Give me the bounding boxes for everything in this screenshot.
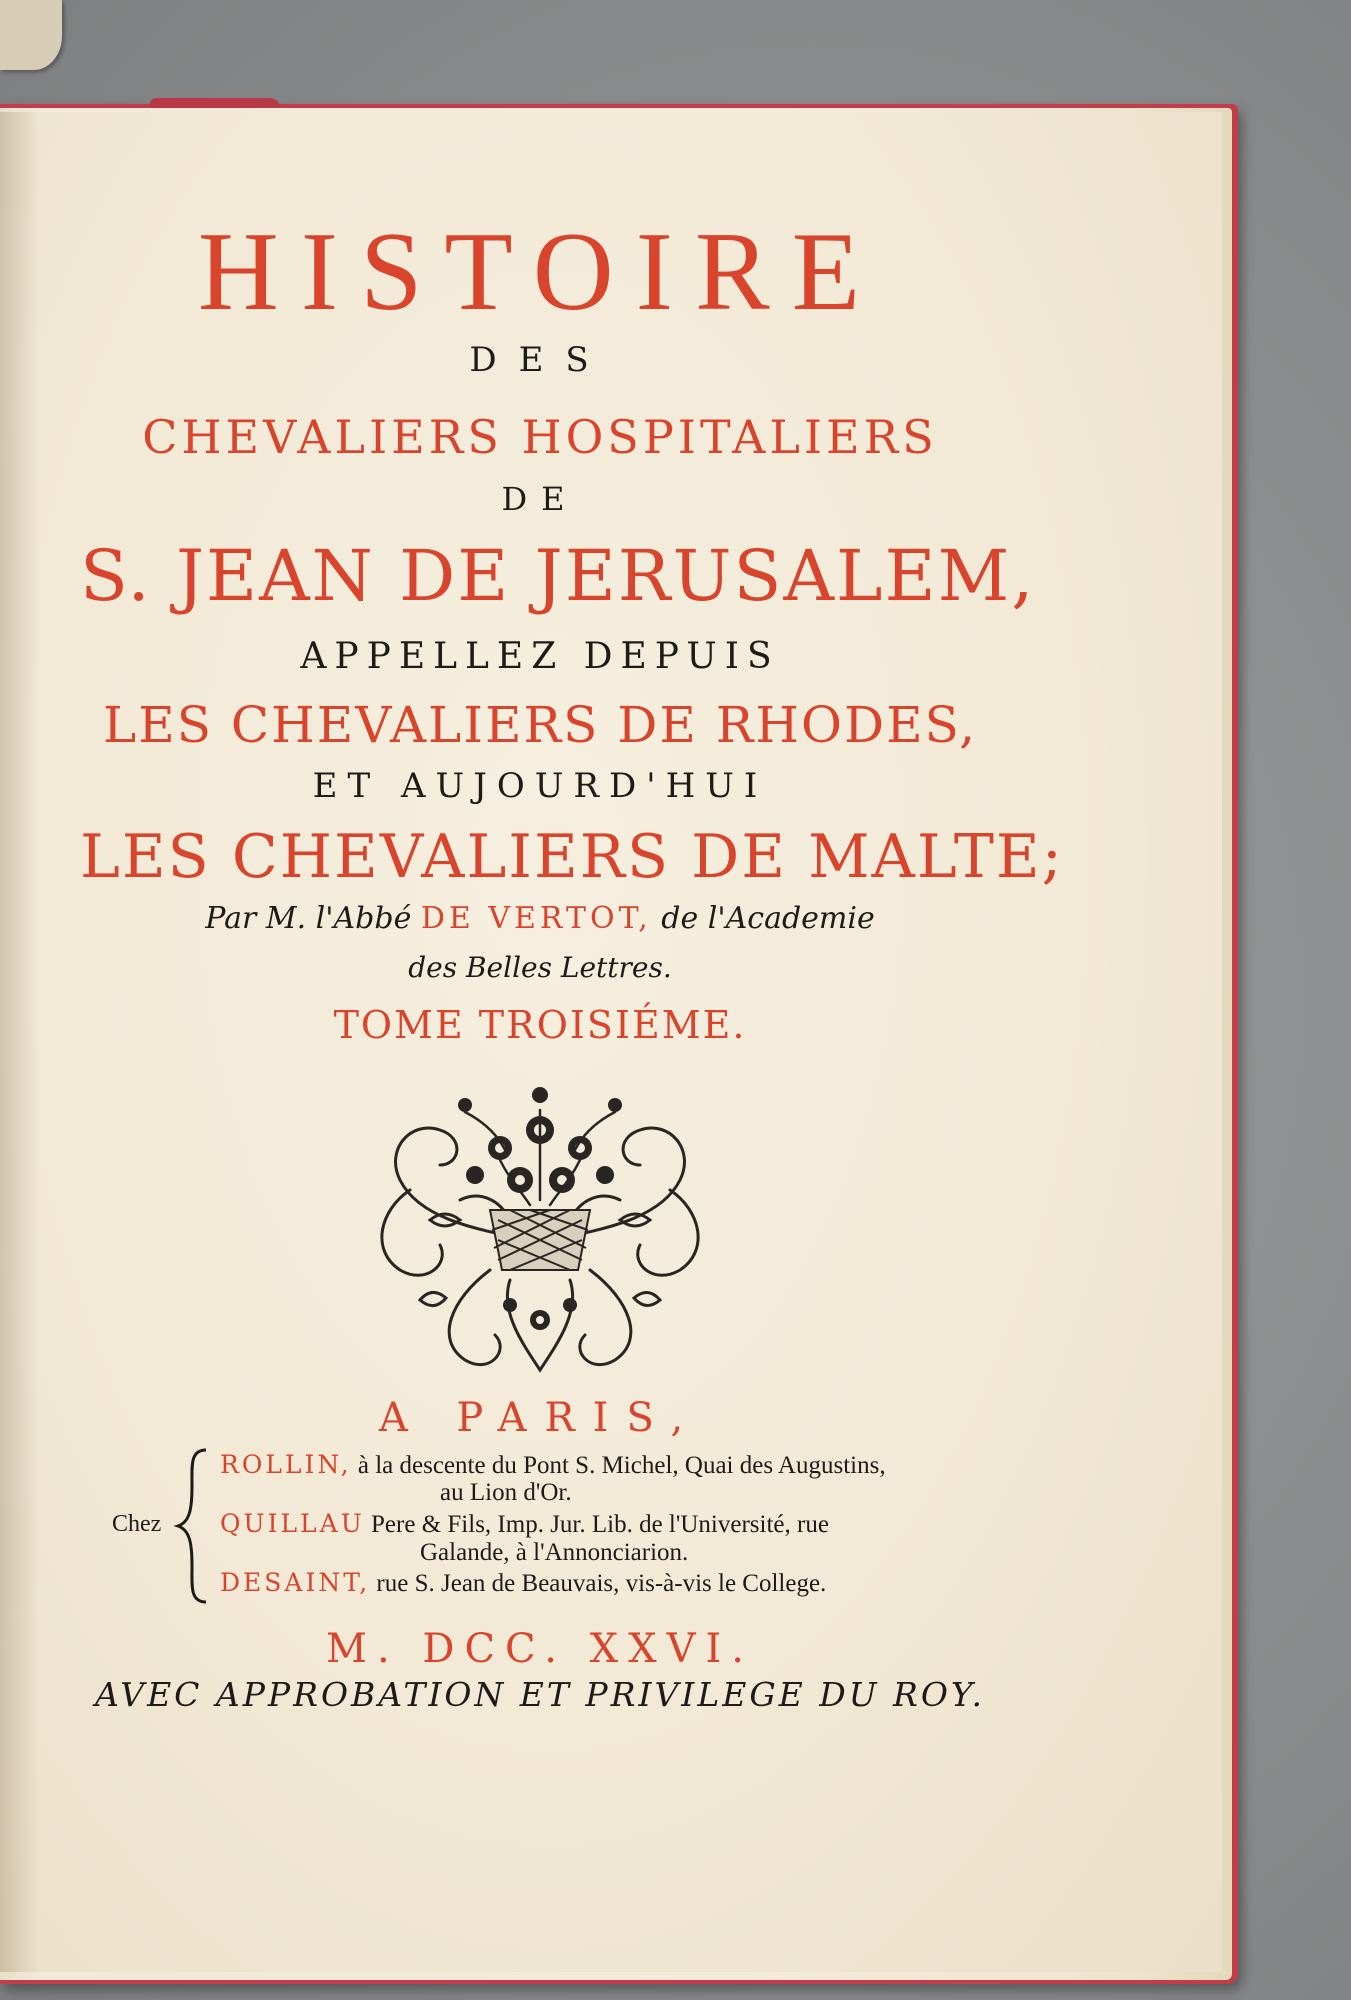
title-aujourdhui: ET AUJOURD'HUI <box>312 766 768 806</box>
publishers-chez: Chez <box>112 1511 162 1537</box>
title-appellez: APPELLEZ DEPUIS <box>300 636 780 677</box>
author-line <box>80 900 1000 938</box>
title-line-chevaliers: CHEVALIERS HOSPITALIERS <box>142 410 938 464</box>
floral-basket-vignette-icon <box>340 1070 740 1382</box>
imprint-place: A PARIS, <box>378 1395 702 1441</box>
author-suffix: de l'Academie <box>661 901 875 936</box>
author-name: DE VERTOT, <box>420 901 652 936</box>
title-des: DES <box>469 340 611 380</box>
curly-brace-icon <box>172 1446 212 1606</box>
title-de: DE <box>501 480 579 518</box>
title-line-malte: LES CHEVALIERS DE MALTE; <box>80 822 1064 892</box>
paper-tab-scrap <box>0 0 62 70</box>
publisher-address-cont: Galande, à l'Annonciarion. <box>420 1539 689 1566</box>
publisher-name: QUILLAU <box>220 1509 365 1538</box>
gutter-shadow <box>0 112 40 1972</box>
author-prefix: Par M. l'Abbé <box>205 901 412 936</box>
book-title: HISTOIRE <box>197 210 883 334</box>
publisher-address-cont: au Lion d'Or. <box>440 1479 572 1506</box>
publisher-address: Pere & Fils, Imp. Jur. Lib. de l'Université, rue <box>371 1511 829 1538</box>
publisher-address: rue S. Jean de Beauvais, vis-à-vis le College. <box>376 1570 827 1597</box>
publisher-quillau <box>220 1509 829 1540</box>
publisher-name: ROLLIN, <box>220 1450 352 1479</box>
publisher-rollin <box>220 1450 886 1481</box>
imprint-date: M. DCC. XXVI. <box>325 1626 755 1672</box>
title-line-rhodes: LES CHEVALIERS DE RHODES, <box>103 696 977 754</box>
publisher-desaint <box>220 1568 826 1599</box>
volume-label: TOME TROISIÉME. <box>333 1003 747 1047</box>
publisher-name: DESAINT, <box>220 1568 371 1597</box>
privilege-line: AVEC APPROBATION ET PRIVILEGE DU ROY. <box>95 1675 985 1714</box>
publisher-address: à la descente du Pont S. Michel, Quai des Augustins, <box>357 1452 886 1479</box>
title-line-jean: S. JEAN DE JERUSALEM, <box>80 535 1036 617</box>
academy-line: des Belles Lettres. <box>408 951 672 984</box>
